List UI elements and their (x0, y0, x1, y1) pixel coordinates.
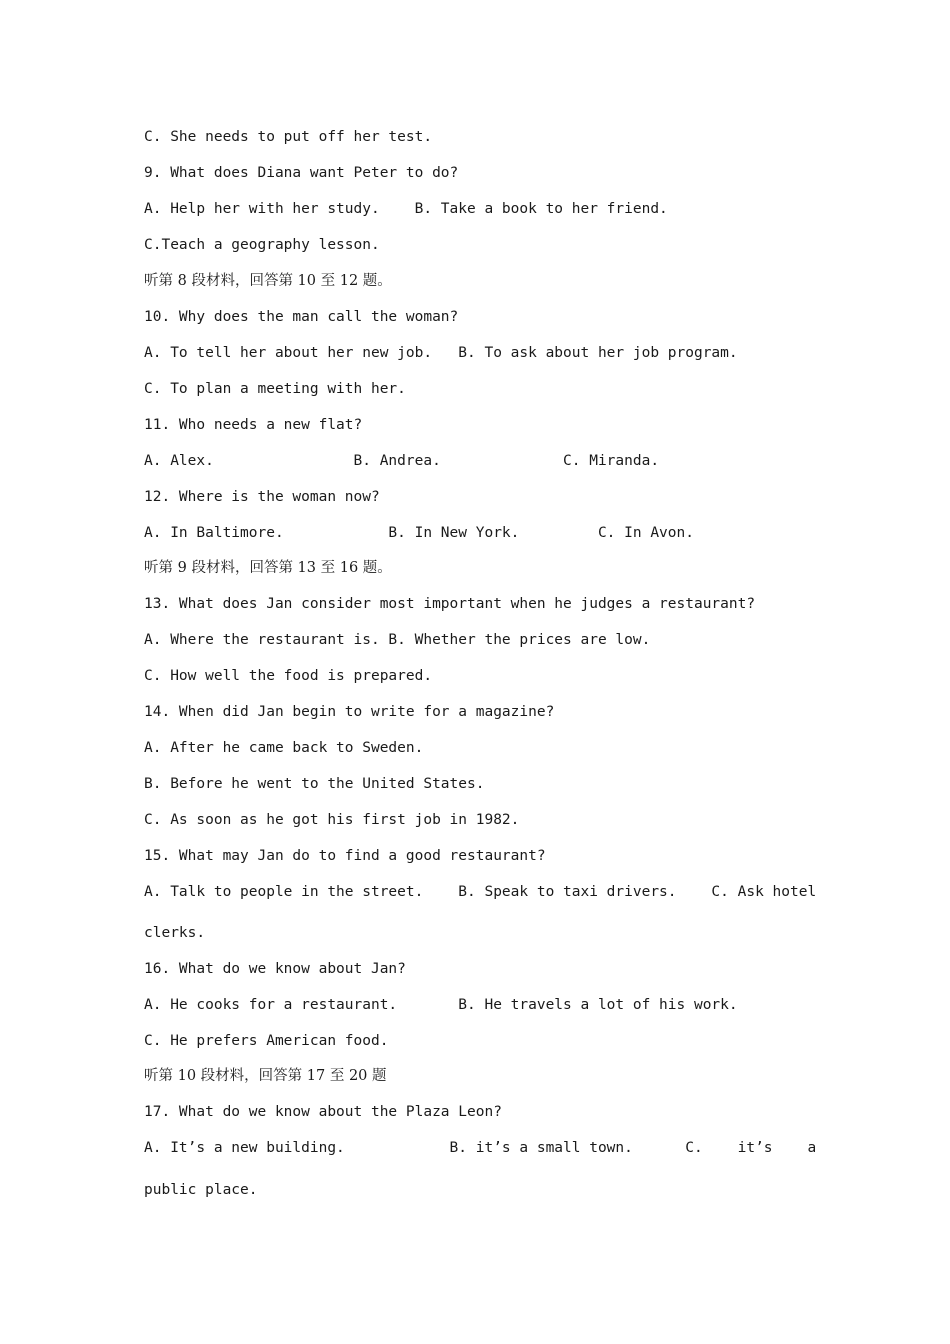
question-line: 16. What do we know about Jan? (144, 961, 406, 977)
question-line: 14. When did Jan begin to write for a magazine? (144, 704, 555, 720)
option-line: A. It’s a new building. B. it’s a small town. C. it’s a (144, 1140, 817, 1156)
question-line: 17. What do we know about the Plaza Leon? (144, 1104, 502, 1120)
option-line: C. To plan a meeting with her. (144, 381, 406, 397)
option-line: C.Teach a geography lesson. (144, 237, 380, 253)
option-line: A. Talk to people in the street. B. Speak to taxi drivers. C. Ask hotel (144, 884, 817, 900)
option-line: A. Help her with her study. B. Take a book to her friend. (144, 201, 668, 217)
question-line: 13. What does Jan consider most important when he judges a restaurant? (144, 596, 756, 612)
option-line: A. To tell her about her new job. B. To ask about her job program. (144, 345, 738, 361)
option-line-continued: public place. (144, 1182, 258, 1198)
option-line: C. How well the food is prepared. (144, 668, 433, 684)
option-line: A. He cooks for a restaurant. B. He travels a lot of his work. (144, 997, 738, 1013)
option-line: A. In Baltimore. B. In New York. C. In Avon. (144, 525, 694, 541)
option-line-continued: clerks. (144, 925, 206, 941)
option-line: C. She needs to put off her test. (144, 129, 433, 145)
option-line: C. He prefers American food. (144, 1033, 389, 1049)
question-line: 9. What does Diana want Peter to do? (144, 165, 459, 181)
question-line: 10. Why does the man call the woman? (144, 309, 459, 325)
question-line: 11. Who needs a new flat? (144, 417, 363, 433)
option-line: B. Before he went to the United States. (144, 776, 485, 792)
option-line: A. Where the restaurant is. B. Whether the prices are low. (144, 632, 651, 648)
section-instruction: 听第 8 段材料，回答第 10 至 12 题。 (144, 273, 392, 289)
option-line: C. As soon as he got his first job in 1982. (144, 812, 520, 828)
option-line: A. After he came back to Sweden. (144, 740, 424, 756)
section-instruction: 听第 10 段材料，回答第 17 至 20 题 (144, 1068, 387, 1084)
section-instruction: 听第 9 段材料，回答第 13 至 16 题。 (144, 560, 392, 576)
option-line: A. Alex. B. Andrea. C. Miranda. (144, 453, 660, 469)
question-line: 12. Where is the woman now? (144, 489, 380, 505)
question-line: 15. What may Jan do to find a good restaurant? (144, 848, 546, 864)
